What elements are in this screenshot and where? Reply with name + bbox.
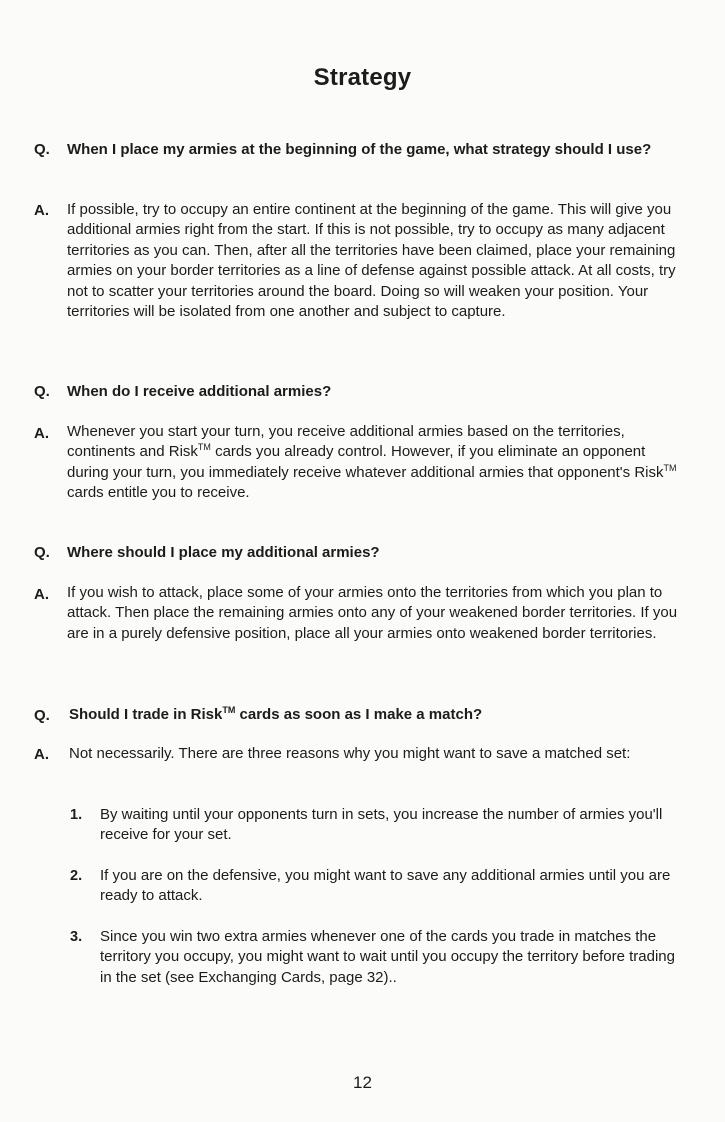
trademark-symbol: TM	[197, 442, 211, 453]
page-number: 12	[353, 1073, 372, 1092]
answer-text-part: cards you already control. However, if you eliminate an opponent during your turn, you immediately receive whatever additional armies that opponent's Risk	[67, 443, 664, 481]
list-item-number: 3.	[70, 929, 83, 945]
answer-text: If you wish to attack, place some of your armies onto the territories from which you plan to attack. Then place the remaining armies onto any of your weakened border territories. If you are in a purely defensive position, place all your armies onto weakened border territories.	[67, 584, 678, 642]
answer-marker: A.	[34, 746, 49, 763]
answer-text: If possible, try to occupy an entire continent at the beginning of the game. This will give you additional armies right from the start. If this is not possible, try to occupy as many adjacent territories as you can. Then, after all the territories have been claimed, place your remaining armies on your border territories as a line of defense against possible attack. At all costs, try not to scatter your territories around the board. Doing so will weaken your position. Your territories will be isolated from one another and subject to capture.	[67, 201, 676, 321]
list-item-text: Since you win two extra armies whenever one of the cards you trade in matches the territory you occupy, you might want to wait until you occupy the territory before trading in the set (see Exchanging Cards, page 32)..	[100, 928, 675, 986]
answer-text	[67, 422, 679, 504]
list-item-number: 2.	[70, 868, 83, 884]
list-item-number: 1.	[70, 807, 83, 823]
question-text: Where should I place my additional armies?	[67, 544, 380, 561]
list-item-text: If you are on the defensive, you might want to save any additional armies until you are ready to attack.	[100, 867, 671, 905]
question-text-part: cards as soon as I make a match?	[235, 706, 483, 723]
question-text: When do I receive additional armies?	[67, 383, 332, 400]
answer-text: Not necessarily. There are three reasons why you might want to save a matched set:	[69, 745, 631, 762]
question-text: When I place my armies at the beginning of the game, what strategy should I use?	[67, 141, 652, 158]
trademark-symbol: TM	[222, 705, 236, 715]
answer-marker: A.	[34, 586, 49, 603]
page-title: Strategy	[313, 64, 412, 91]
list-item-text: By waiting until your opponents turn in sets, you increase the number of armies you'll receive for your set.	[100, 806, 663, 844]
answer-text-part: Whenever you start your turn, you receive additional armies based on the territories, continents and Risk	[67, 423, 625, 461]
question-marker: Q.	[34, 141, 50, 158]
question-text-part: Should I trade in Risk	[69, 706, 223, 723]
question-marker: Q.	[34, 544, 50, 561]
answer-text-part: cards entitle you to receive.	[67, 484, 250, 502]
question-text	[69, 704, 679, 725]
trademark-symbol: TM	[663, 462, 677, 473]
answer-marker: A.	[34, 202, 49, 219]
question-marker: Q.	[34, 383, 50, 400]
question-marker: Q.	[34, 707, 50, 724]
answer-marker: A.	[34, 425, 49, 442]
